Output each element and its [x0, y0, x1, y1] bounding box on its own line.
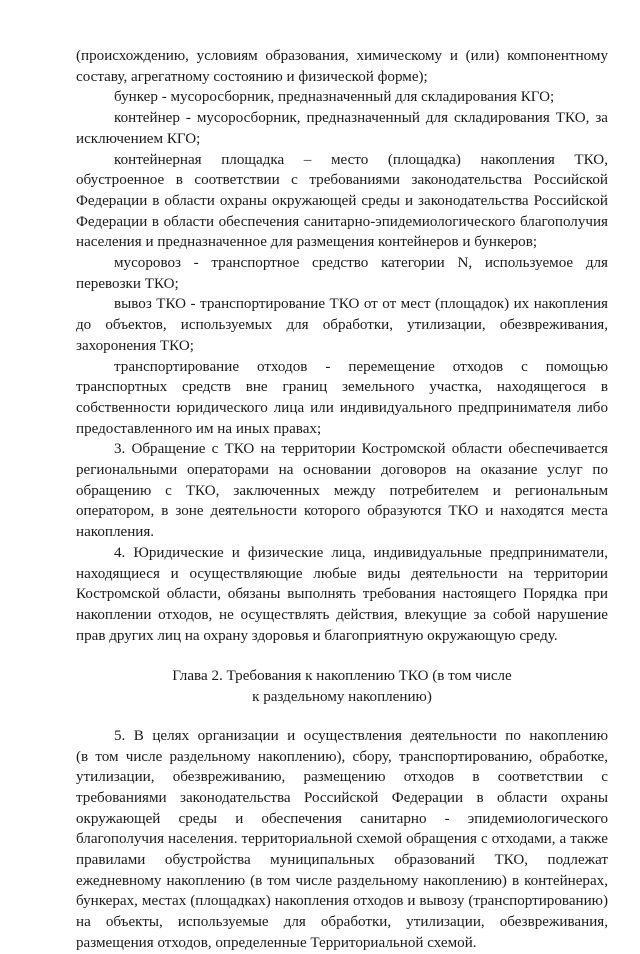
text-line: региональными операторами на основании договоров на оказание услуг по — [76, 462, 608, 479]
text-line: собственности юридического лица или индивидуального предпринимателя либо — [76, 399, 608, 416]
text-line: бункерах, местах (площадках) накопления отходов и вывозу (транспортированию) — [76, 893, 608, 910]
text-line: размещения отходов, определенные Территориальной схемой. — [76, 934, 477, 951]
text-line: требованиями законодательства Российской Федерации в области охраны — [76, 789, 608, 806]
chapter-heading-line-2: к раздельному накоплению) — [252, 689, 432, 706]
text-line: Костромской области, обязаны выполнять требования настоящего Порядка при — [76, 586, 608, 603]
text-line: 5. В целях организации и осуществления деятельности по накоплению — [114, 727, 608, 744]
text-line: (происхождению, условиям образования, химическому и (или) компонентному — [76, 48, 608, 64]
text-line: Федерации в области обеспечения санитарно-эпидемиологического благополучия — [76, 213, 608, 230]
document-page — [76, 46, 608, 954]
text-line: транспортирование отходов - перемещение отходов с помощью — [114, 358, 608, 375]
text-line: населения и предназначенное для размещения контейнеров и бункеров; — [76, 234, 538, 251]
text-line: обращению с ТКО, заключенных между потребителем и региональным — [76, 482, 608, 499]
text-line: 4. Юридические и физические лица, индивидуальные предприниматели, — [114, 544, 608, 561]
text-line: контейнер - мусоросборник, предназначенный для складирования ТКО, за — [114, 110, 608, 127]
text-line: находящиеся и осуществляющие любые виды деятельности на территории — [76, 565, 608, 582]
text-line: обустроенное в соответствии с требованиями законодательства Российской — [76, 172, 608, 189]
text-line: бункер - мусоросборник, предназначенный для складирования КГО; — [114, 89, 555, 106]
text-line: транспортных средств вне границ земельного участка, находящегося в — [76, 379, 608, 396]
text-line: Федерации в области охраны окружающей среды и законодательства Российской — [76, 192, 608, 209]
text-line: (в том числе раздельному накоплению), сбору, транспортированию, обработке, — [76, 748, 608, 765]
text-line: составу, агрегатному состоянию и физической форме); — [76, 68, 428, 85]
text-line: ежедневному накоплению (в том числе раздельному накоплению) в контейнерах, — [76, 872, 608, 889]
text-line: предоставленного им на иных правах; — [76, 420, 322, 437]
text-line: исключением КГО; — [76, 130, 201, 147]
text-line: захоронения ТКО; — [76, 337, 194, 354]
text-line: контейнерная площадка – место (площадка) накопления ТКО, — [114, 151, 608, 168]
text-line: накоплении отходов, не осуществлять действия, влекущие за собой нарушение — [76, 606, 608, 623]
text-line: до объектов, используемых для обработки, утилизации, обезвреживания, — [76, 317, 608, 334]
text-line: вывоз ТКО - транспортирование ТКО от от мест (площадок) их накопления — [114, 296, 608, 313]
text-line: на объекты, используемые для обработки, утилизации, обезвреживания, — [76, 914, 608, 931]
text-line: мусоровоз - транспортное средство категории N, используемое для — [114, 255, 608, 272]
text-line: окружающей среды и обеспечения санитарно - эпидемиологического — [76, 810, 608, 827]
chapter-heading-line-1: Глава 2. Требования к накоплению ТКО (в том числе — [172, 668, 512, 685]
text-line: утилизации, обезвреживанию, размещению отходов в соответствии с — [76, 769, 608, 786]
text-line: перевозки ТКО; — [76, 275, 179, 292]
text-line: накопления. — [76, 524, 155, 541]
text-line: 3. Обращение с ТКО на территории Костромской области обеспечивается — [114, 441, 608, 458]
text-line: правилами обустройства муниципальных образований ТКО, подлежат — [76, 852, 608, 869]
text-line: благополучия населения. территориальной схемой обращения с отходами, а также — [76, 831, 608, 848]
text-line: прав других лиц на охрану здоровья и благоприятную окружающую среду. — [76, 627, 558, 644]
text-line: оператором, в зоне деятельности которого образуются ТКО и находятся места — [76, 503, 608, 520]
